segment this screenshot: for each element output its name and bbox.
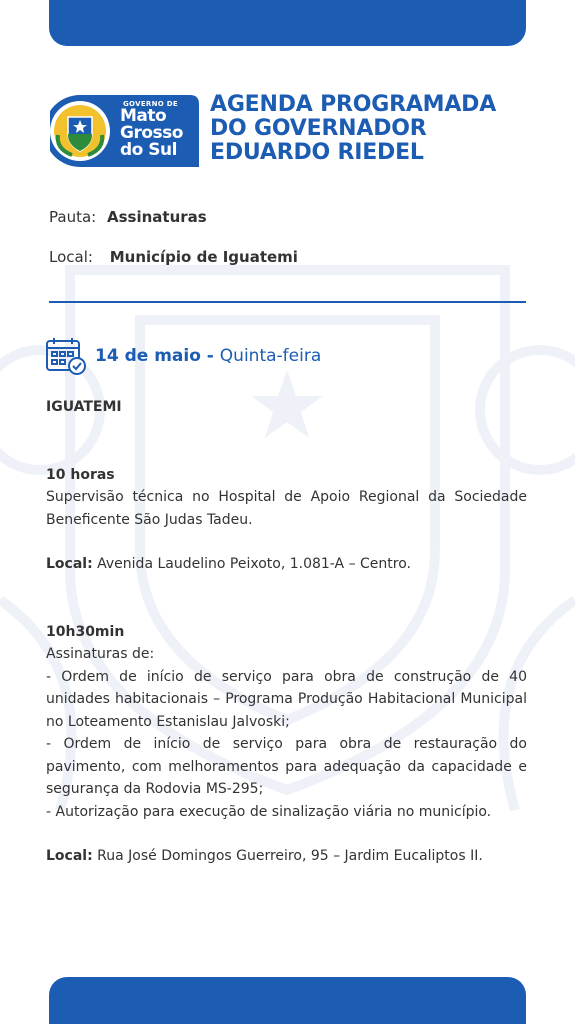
local-value: Município de Iguatemi	[109, 248, 298, 266]
date-text	[95, 346, 321, 366]
event-2-item-3: - Autorização para execução de sinalização viária no município.	[46, 803, 492, 820]
title-line-1: AGENDA PROGRAMADA	[210, 92, 497, 117]
date-separator: -	[200, 346, 220, 366]
event-2-time: 10h30min	[46, 623, 125, 640]
page-title	[210, 93, 540, 165]
logo-text-mato: Mato	[120, 106, 167, 126]
government-logo	[50, 95, 199, 167]
agenda-content	[46, 396, 527, 868]
city-heading: IGUATEMI	[46, 399, 122, 415]
bottom-banner-bar	[49, 977, 526, 1024]
section-divider	[49, 301, 526, 303]
date-weekday: Quinta-feira	[219, 346, 322, 366]
logo-text-governo: GOVERNO DE	[123, 100, 178, 108]
pauta-label: Pauta:	[49, 208, 97, 226]
event-2-local-label: Local:	[46, 848, 93, 864]
event-2-intro: Assinaturas de:	[46, 646, 155, 662]
local-label: Local:	[49, 248, 93, 266]
event-1-time: 10 horas	[46, 466, 115, 483]
logo-text-do-sul: do Sul	[120, 140, 177, 160]
logo-text-grosso: Grosso	[120, 123, 183, 143]
date-day: 14 de maio	[95, 346, 201, 366]
event-1-description: Supervisão técnica no Hospital de Apoio Regional da Sociedade Beneficente São Judas Tadeu.	[46, 489, 527, 528]
title-line-3: EDUARDO RIEDEL	[210, 140, 424, 165]
event-2-local-value: Rua José Domingos Guerreiro, 95 – Jardim Eucaliptos II.	[92, 848, 483, 864]
event-2-item-1: - Ordem de início de serviço para obra de construção de 40 unidades habitacionais – Programa Produção Habitacional Municipal no Loteamento Estanislau Jalvoski;	[46, 668, 527, 730]
event-1-local-value: Avenida Laudelino Peixoto, 1.081-A – Centro.	[92, 556, 411, 572]
date-row	[45, 336, 321, 376]
top-banner-bar	[49, 0, 526, 46]
title-line-2: DO GOVERNADOR	[210, 116, 427, 141]
local-row	[49, 248, 298, 266]
pauta-value: Assinaturas	[106, 208, 207, 226]
event-1-local-label: Local:	[46, 556, 93, 572]
event-2-item-2: - Ordem de início de serviço para obra de restauração do pavimento, com melhoramentos para adequação da capacidade e segurança da Rodovia MS-295;	[46, 736, 527, 797]
event-1-local	[46, 553, 527, 576]
event-2-local	[46, 845, 527, 868]
calendar-check-icon	[45, 336, 87, 376]
coat-of-arms-icon	[50, 101, 110, 161]
pauta-row	[49, 208, 207, 226]
